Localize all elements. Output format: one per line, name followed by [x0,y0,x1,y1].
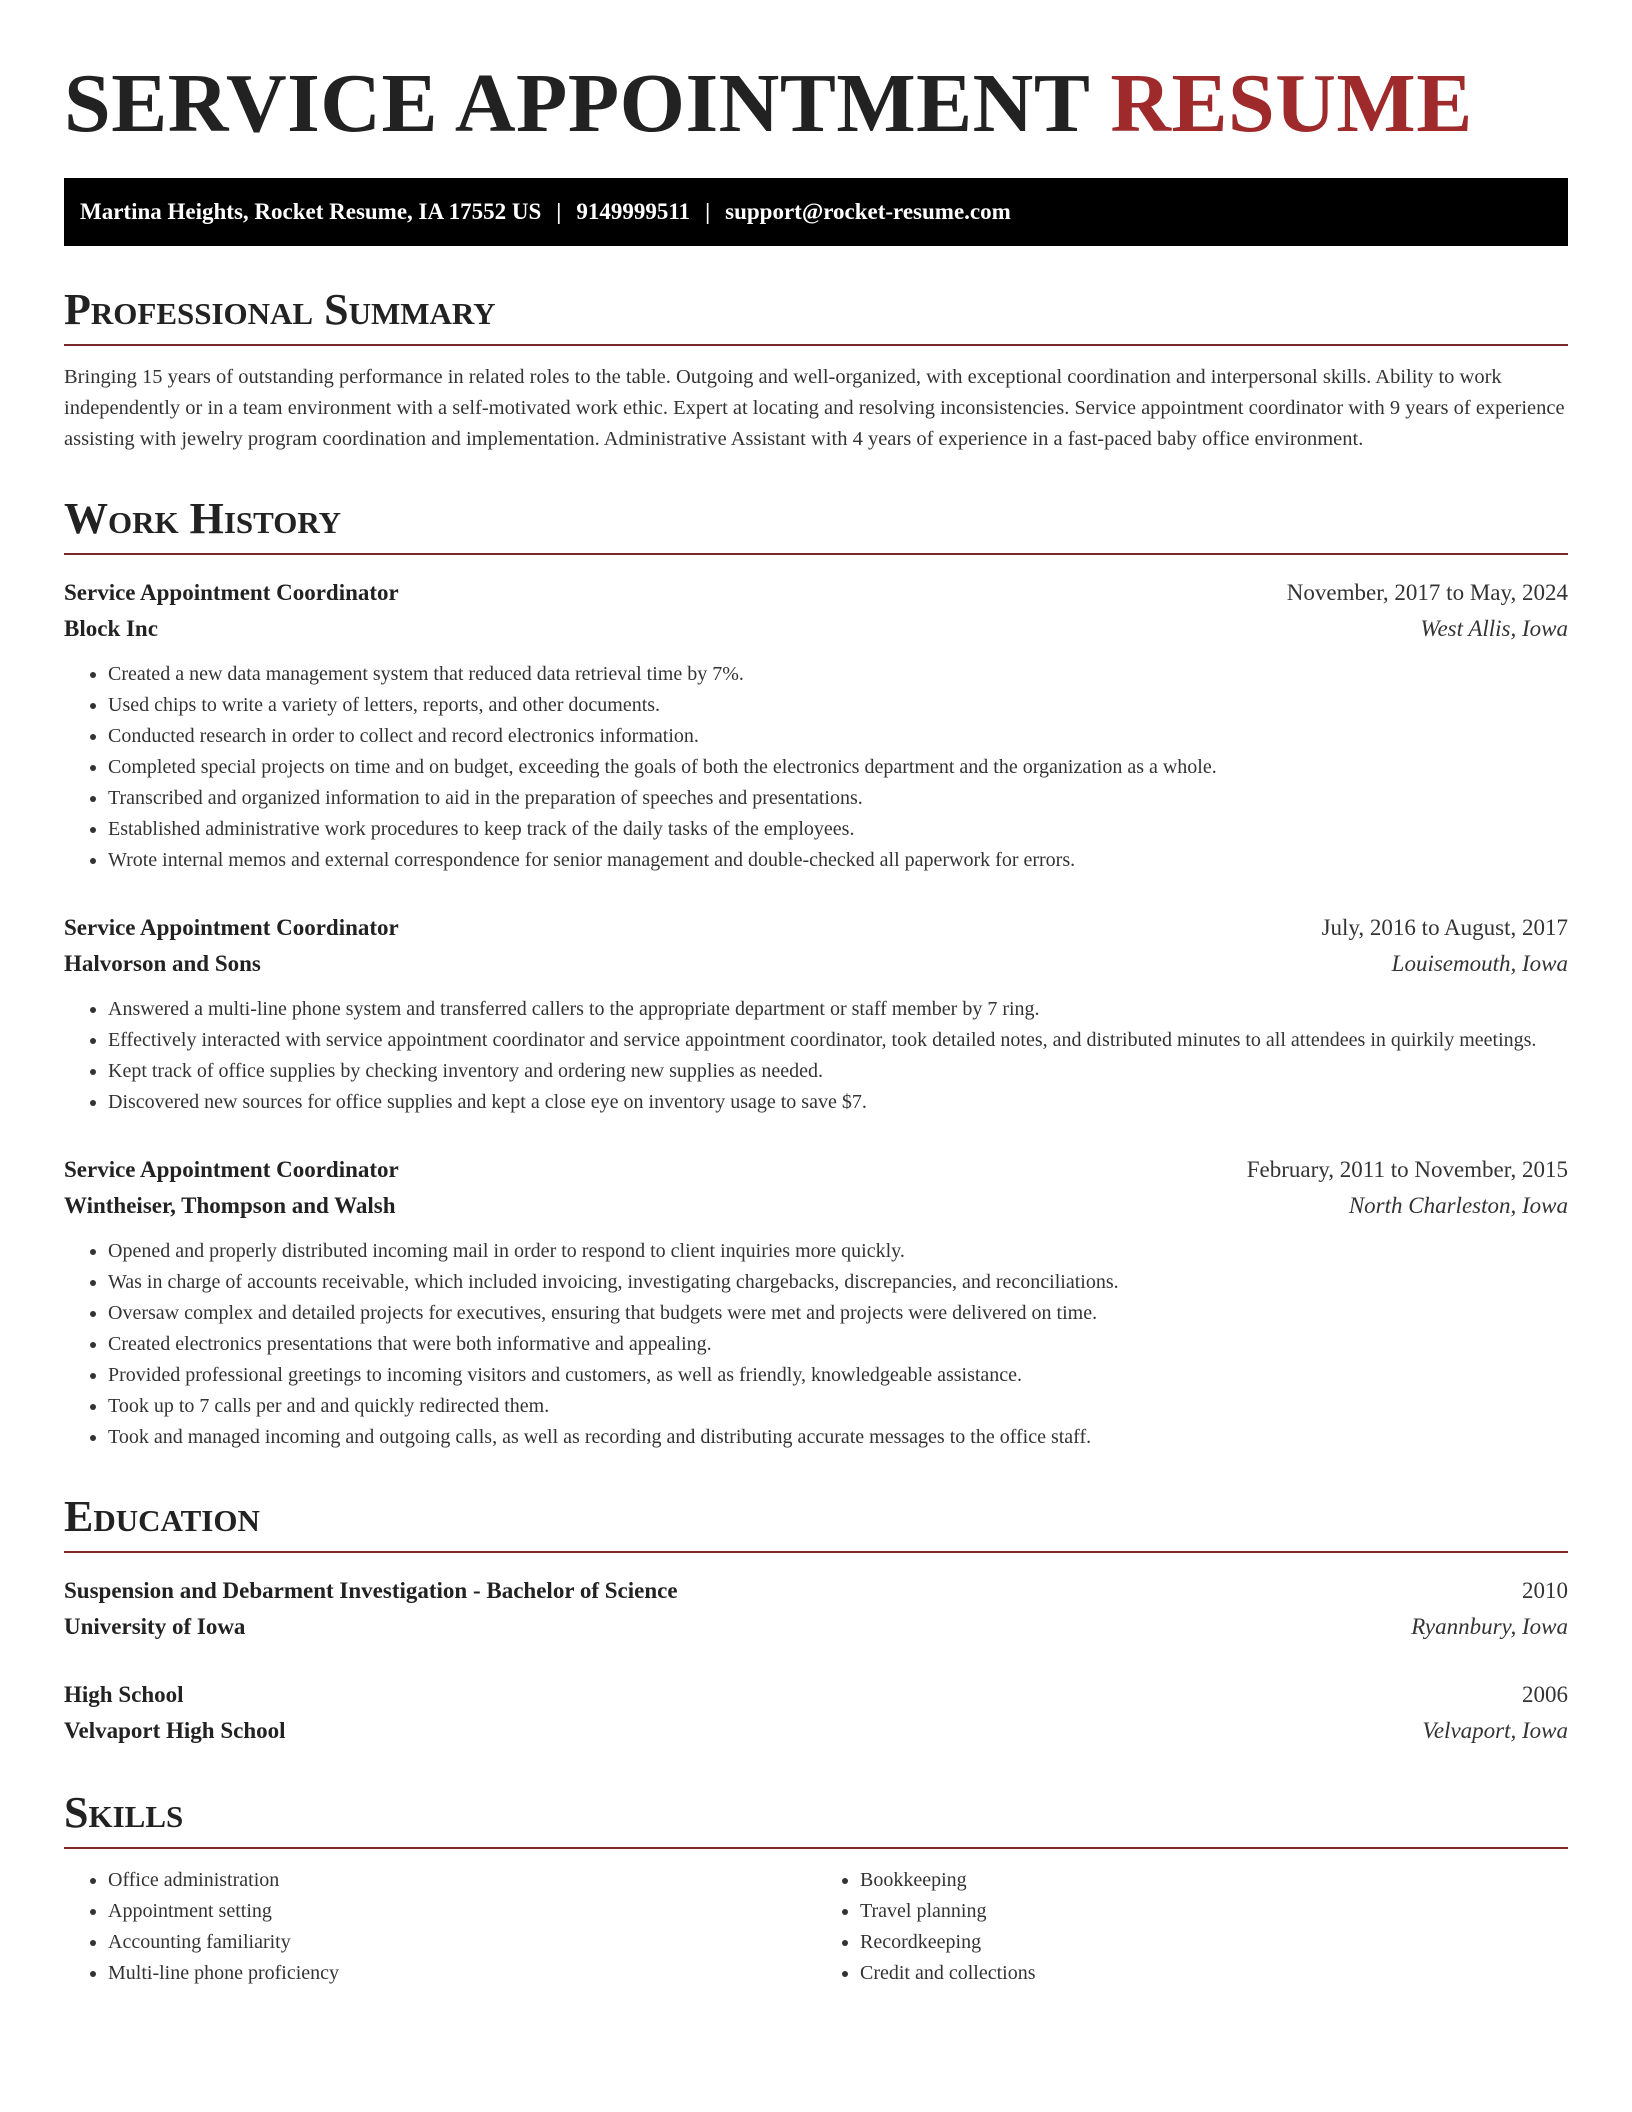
education-year: 2006 [1522,1682,1568,1707]
job-location: West Allis, Iowa [1420,616,1568,641]
resume-page [64,0,1568,1989]
summary-text: Bringing 15 years of outstanding performance in related roles to the table. Outgoing and well-organized, with exceptional coordination and interpersonal skills. Ability to work independently or in a team environment with a self-motivated work ethic. Expert at locating and resolving inconsistencies. Service appointment coordinator with 9 years of experience assisting with jewelry program coordination and implementation. Administrative Assistant with 4 years of experience in a fast-paced baby office environment. [64,366,1565,450]
education-school-row [64,1713,1568,1749]
job-location: Louisemouth, Iowa [1391,951,1568,976]
contact-separator: | [556,199,562,224]
education-school: Velvaport High School [64,1718,286,1743]
skills-columns [64,1865,1568,1989]
job-bullet: • Established administrative work procedures to keep track of the daily tasks of the employees. [108,814,1568,845]
title-main: SERVICE APPOINTMENT [64,57,1089,150]
job-title: Service Appointment Coordinator [64,580,399,605]
skill-item: • Multi-line phone proficiency [108,1958,816,1989]
job-bullet: • Took and managed incoming and outgoing calls, as well as recording and distributing accurate messages to the office staff. [108,1422,1568,1453]
job-header-row [64,910,1568,946]
job-dates: November, 2017 to May, 2024 [1286,580,1568,605]
education-degree: High School [64,1682,184,1707]
job-title: Service Appointment Coordinator [64,1157,399,1182]
job-entry [64,910,1568,1118]
job-entry [64,575,1568,876]
skill-item: • Bookkeeping [860,1865,1568,1896]
work-history-section [64,495,1568,1453]
skill-item: • Travel planning [860,1896,1568,1927]
job-header-row [64,575,1568,611]
contact-bar [64,178,1568,246]
job-location: North Charleston, Iowa [1348,1193,1568,1218]
job-bullet: • Completed special projects on time and on budget, exceeding the goals of both the electronics department and the organization as a whole. [108,752,1568,783]
job-company-row [64,611,1568,647]
skill-item: • Credit and collections [860,1958,1568,1989]
skill-item: • Recordkeeping [860,1927,1568,1958]
job-title: Service Appointment Coordinator [64,915,399,940]
job-bullet: • Oversaw complex and detailed projects for executives, ensuring that budgets were met and projects were delivered on time. [108,1298,1568,1329]
education-degree-row [64,1573,1568,1609]
job-bullets [64,659,1568,876]
job-bullets [64,1236,1568,1453]
resume-title [64,58,1568,150]
skills-list-left [64,1865,816,1989]
education-school-row [64,1609,1568,1645]
skill-item: • Office administration [108,1865,816,1896]
job-entry [64,1152,1568,1453]
job-bullets [64,994,1568,1118]
job-bullet: • Opened and properly distributed incoming mail in order to respond to client inquiries more quickly. [108,1236,1568,1267]
skills-section [64,1789,1568,1989]
education-section [64,1493,1568,1749]
job-bullet: • Provided professional greetings to incoming visitors and customers, as well as friendly, knowledgeable assistance. [108,1360,1568,1391]
job-bullet: • Took up to 7 calls per and and quickly redirected them. [108,1391,1568,1422]
job-dates: July, 2016 to August, 2017 [1321,915,1568,940]
education-degree-row [64,1677,1568,1713]
education-degree: Suspension and Debarment Investigation - Bachelor of Science [64,1578,678,1603]
job-bullet: • Discovered new sources for office supplies and kept a close eye on inventory usage to save $7. [108,1087,1568,1118]
section-heading: Professional Summary [64,286,1568,346]
section-heading: Work History [64,495,1568,555]
job-bullet: • Conducted research in order to collect and record electronics information. [108,721,1568,752]
job-company: Wintheiser, Thompson and Walsh [64,1193,396,1218]
education-location: Velvaport, Iowa [1422,1718,1568,1743]
job-bullet: • Created electronics presentations that were both informative and appealing. [108,1329,1568,1360]
section-heading: Education [64,1493,1568,1553]
job-company: Halvorson and Sons [64,951,261,976]
contact-separator: | [705,199,711,224]
education-school: University of Iowa [64,1614,246,1639]
job-header-row [64,1152,1568,1188]
contact-address: Martina Heights, Rocket Resume, IA 17552 US [80,199,542,224]
job-bullet: • Kept track of office supplies by checking inventory and ordering new supplies as needed. [108,1056,1568,1087]
job-bullet: • Wrote internal memos and external correspondence for senior management and double-checked all paperwork for errors. [108,845,1568,876]
job-company: Block Inc [64,616,158,641]
education-year: 2010 [1522,1578,1568,1603]
job-bullet: • Effectively interacted with service appointment coordinator and service appointment coordinator, took detailed notes, and distributed minutes to all attendees in quirkily meetings. [108,1025,1568,1056]
skill-item: • Accounting familiarity [108,1927,816,1958]
education-entry [64,1677,1568,1749]
job-bullet: • Was in charge of accounts receivable, which included invoicing, investigating chargebacks, discrepancies, and reconciliations. [108,1267,1568,1298]
job-company-row [64,946,1568,982]
contact-email: support@rocket-resume.com [725,199,1011,224]
job-bullet: • Answered a multi-line phone system and transferred callers to the appropriate department or staff member by 7 ring. [108,994,1568,1025]
education-location: Ryannbury, Iowa [1411,1614,1568,1639]
job-bullet: • Used chips to write a variety of letters, reports, and other documents. [108,690,1568,721]
skill-item: • Appointment setting [108,1896,816,1927]
job-bullet: • Transcribed and organized information to aid in the preparation of speeches and presentations. [108,783,1568,814]
section-heading: Skills [64,1789,1568,1849]
job-dates: February, 2011 to November, 2015 [1246,1157,1568,1182]
job-company-row [64,1188,1568,1224]
contact-phone: 9149999511 [576,199,691,224]
summary-section [64,286,1568,455]
job-bullet: • Created a new data management system that reduced data retrieval time by 7%. [108,659,1568,690]
education-entry [64,1573,1568,1645]
title-accent: RESUME [1110,57,1473,150]
skills-list-right [816,1865,1568,1989]
